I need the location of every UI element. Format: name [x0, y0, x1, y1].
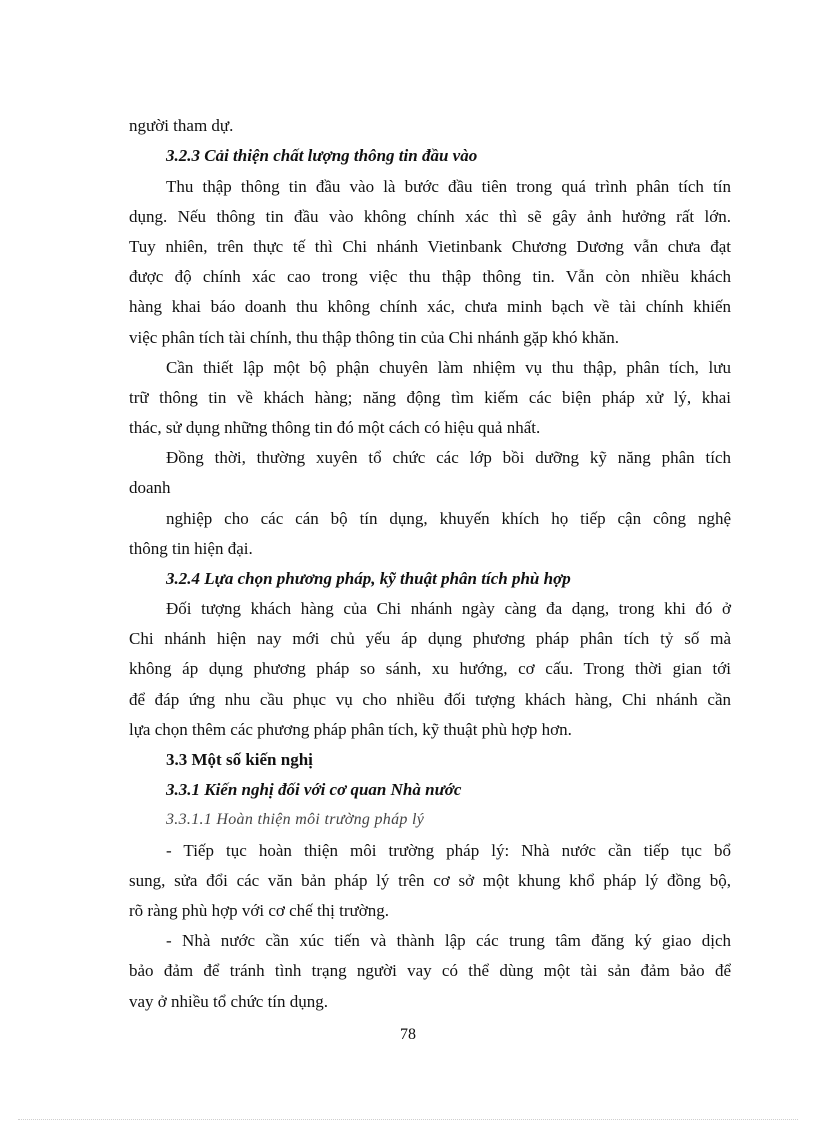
text-line: lựa chọn thêm các phương pháp phân tích, kỹ thuật phù hợp hơn. [129, 720, 572, 739]
text-line: thông tin hiện đại. [129, 539, 253, 558]
text-line: Thu thập thông tin đầu vào là bước đầu tiên trong quá trình phân tích tín [166, 177, 731, 196]
text-line: người tham dự. [129, 116, 234, 135]
text-line: nghiệp cho các cán bộ tín dụng, khuyến khích họ tiếp cận công nghệ [166, 509, 731, 528]
text-line: Tuy nhiên, trên thực tế thì Chi nhánh Vietinbank Chương Dương vẫn chưa đạt [129, 237, 731, 256]
text-line: rõ ràng phù hợp với cơ chế thị trường. [129, 901, 389, 920]
text-line: trữ thông tin về khách hàng; năng động tìm kiếm các biện pháp xử lý, khai [129, 388, 731, 407]
text-line: việc phân tích tài chính, thu thập thông tin của Chi nhánh gặp khó khăn. [129, 328, 620, 347]
page-number: 78 [400, 1026, 416, 1043]
text-line: được độ chính xác cao trong việc thu thập thông tin. Vẫn còn nhiều khách [129, 267, 731, 286]
text-line: doanh [129, 478, 171, 497]
text-line: thác, sử dụng những thông tin đó một cách có hiệu quả nhất. [129, 418, 541, 437]
text-line: để đáp ứng nhu cầu phục vụ cho nhiều đối tượng khách hàng, Chi nhánh cần [129, 690, 731, 709]
section-heading: 3.2.4 Lựa chọn phương pháp, kỹ thuật phân tích phù hợp [166, 569, 571, 588]
text-line: dụng. Nếu thông tin đầu vào không chính xác thì sẽ gây ảnh hưởng rất lớn. [129, 207, 731, 226]
text-line: Đối tượng khách hàng của Chi nhánh ngày càng đa dạng, trong khi đó ở [166, 599, 731, 618]
text-line: Chi nhánh hiện nay mới chủ yếu áp dụng phương pháp phân tích tỷ số mà [129, 629, 731, 648]
section-heading: 3.3 Một số kiến nghị [166, 750, 313, 769]
text-line: vay ở nhiều tổ chức tín dụng. [129, 992, 329, 1011]
text-line: không áp dụng phương pháp so sánh, xu hướng, cơ cấu. Trong thời gian tới [129, 659, 731, 678]
text-line: hàng khai báo doanh thu không chính xác, chưa minh bạch về tài chính khiến [129, 297, 731, 316]
subsubsection-heading: 3.3.1.1 Hoàn thiện môi trường pháp lý [166, 811, 425, 828]
page-bottom-divider [18, 1119, 798, 1120]
text-line: Đồng thời, thường xuyên tổ chức các lớp bồi dưỡng kỹ năng phân tích [166, 448, 731, 467]
text-line: - Tiếp tục hoàn thiện môi trường pháp lý: Nhà nước cần tiếp tục bổ [166, 841, 731, 860]
text-line: sung, sửa đổi các văn bản pháp lý trên cơ sở một khung khổ pháp lý đồng bộ, [129, 871, 731, 890]
subsection-heading: 3.3.1 Kiến nghị đối với cơ quan Nhà nước [166, 780, 462, 799]
section-heading: 3.2.3 Cải thiện chất lượng thông tin đầu vào [166, 146, 478, 165]
text-line: - Nhà nước cần xúc tiến và thành lập các trung tâm đăng ký giao dịch [166, 931, 731, 950]
text-line: Cần thiết lập một bộ phận chuyên làm nhiệm vụ thu thập, phân tích, lưu [166, 358, 731, 377]
text-line: bảo đảm để tránh tình trạng người vay có thể dùng một tài sản đảm bảo để [129, 961, 731, 980]
